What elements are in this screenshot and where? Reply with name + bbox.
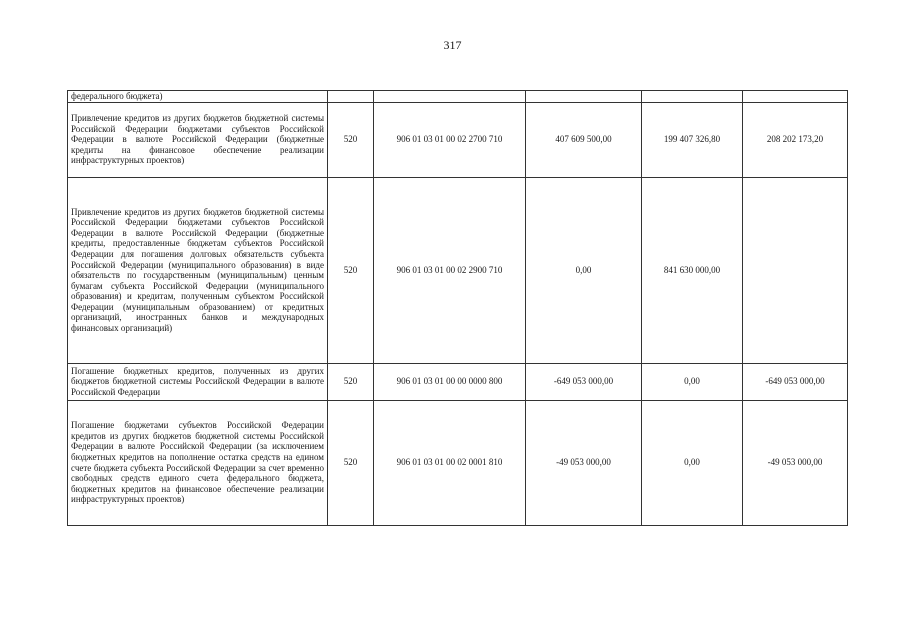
approved-amount-cell: 407 609 500,00 bbox=[526, 102, 642, 177]
kbk-code-cell: 906 01 03 01 00 02 2900 710 bbox=[374, 177, 526, 363]
kbk-code-cell: 906 01 03 01 00 02 0001 810 bbox=[374, 400, 526, 525]
approved-amount-cell bbox=[526, 91, 642, 103]
executed-amount-cell bbox=[642, 91, 743, 103]
line-code-cell bbox=[328, 91, 374, 103]
unexecuted-amount-cell: -649 053 000,00 bbox=[743, 363, 848, 400]
executed-amount-cell: 0,00 bbox=[642, 400, 743, 525]
unexecuted-amount-cell: 208 202 173,20 bbox=[743, 102, 848, 177]
table-row bbox=[68, 400, 848, 525]
row-name-cell: федерального бюджета) bbox=[68, 91, 328, 103]
line-code-cell: 520 bbox=[328, 177, 374, 363]
page-number: 317 bbox=[443, 38, 462, 52]
line-code-cell: 520 bbox=[328, 400, 374, 525]
kbk-code-cell: 906 01 03 01 00 00 0000 800 bbox=[374, 363, 526, 400]
row-name-cell: Погашение бюджетных кредитов, полученных из других бюджетов бюджетной системы Российской Федерации в валюте Российской Федерации bbox=[68, 363, 328, 400]
row-name-cell: Привлечение кредитов из других бюджетов бюджетной системы Российской Федерации бюджетами субъектов Российской Федерации в валюте Российской Федерации (бюджетные кредиты на финансовое обеспечение реализации инфраструктурных проектов) bbox=[68, 102, 328, 177]
table-row bbox=[68, 91, 848, 103]
row-name-cell: Привлечение кредитов из других бюджетов бюджетной системы Российской Федерации бюджетами субъектов Российской Федерации в валюте Российской Федерации (бюджетные кредиты, предоставленные бюджетам субъектов Российской Федерации для погашения долговых обязательств субъекта Российской Федерации (муниципального образования) в виде обязательств по государственным (муниципальным) ценным бумагам субъекта Российской Федерации (муниципального образования) и кредитам, полученным субъектом Российской Федерации (муниципальным образованием) от кредитных организаций, иностранных банков и международных финансовых организаций) bbox=[68, 177, 328, 363]
approved-amount-cell: -649 053 000,00 bbox=[526, 363, 642, 400]
line-code-cell: 520 bbox=[328, 102, 374, 177]
executed-amount-cell: 0,00 bbox=[642, 363, 743, 400]
unexecuted-amount-cell bbox=[743, 91, 848, 103]
line-code-cell: 520 bbox=[328, 363, 374, 400]
approved-amount-cell: 0,00 bbox=[526, 177, 642, 363]
table-row bbox=[68, 363, 848, 400]
executed-amount-cell: 199 407 326,80 bbox=[642, 102, 743, 177]
kbk-code-cell bbox=[374, 91, 526, 103]
approved-amount-cell: -49 053 000,00 bbox=[526, 400, 642, 525]
table-row bbox=[68, 102, 848, 177]
kbk-code-cell: 906 01 03 01 00 02 2700 710 bbox=[374, 102, 526, 177]
unexecuted-amount-cell bbox=[743, 177, 848, 363]
unexecuted-amount-cell: -49 053 000,00 bbox=[743, 400, 848, 525]
executed-amount-cell: 841 630 000,00 bbox=[642, 177, 743, 363]
row-name-cell: Погашение бюджетами субъектов Российской Федерации кредитов из других бюджетов бюджетной системы Российской Федерации в валюте Российской Федерации (за исключением бюджетных кредитов на пополнение остатка средств на едином счете бюджета субъекта Российской Федерации за счет временно свободных средств единого счета федерального бюджета, бюджетных кредитов на финансовое обеспечение реализации инфраструктурных проектов) bbox=[68, 400, 328, 525]
table-row bbox=[68, 177, 848, 363]
budget-sources-table bbox=[67, 90, 848, 526]
